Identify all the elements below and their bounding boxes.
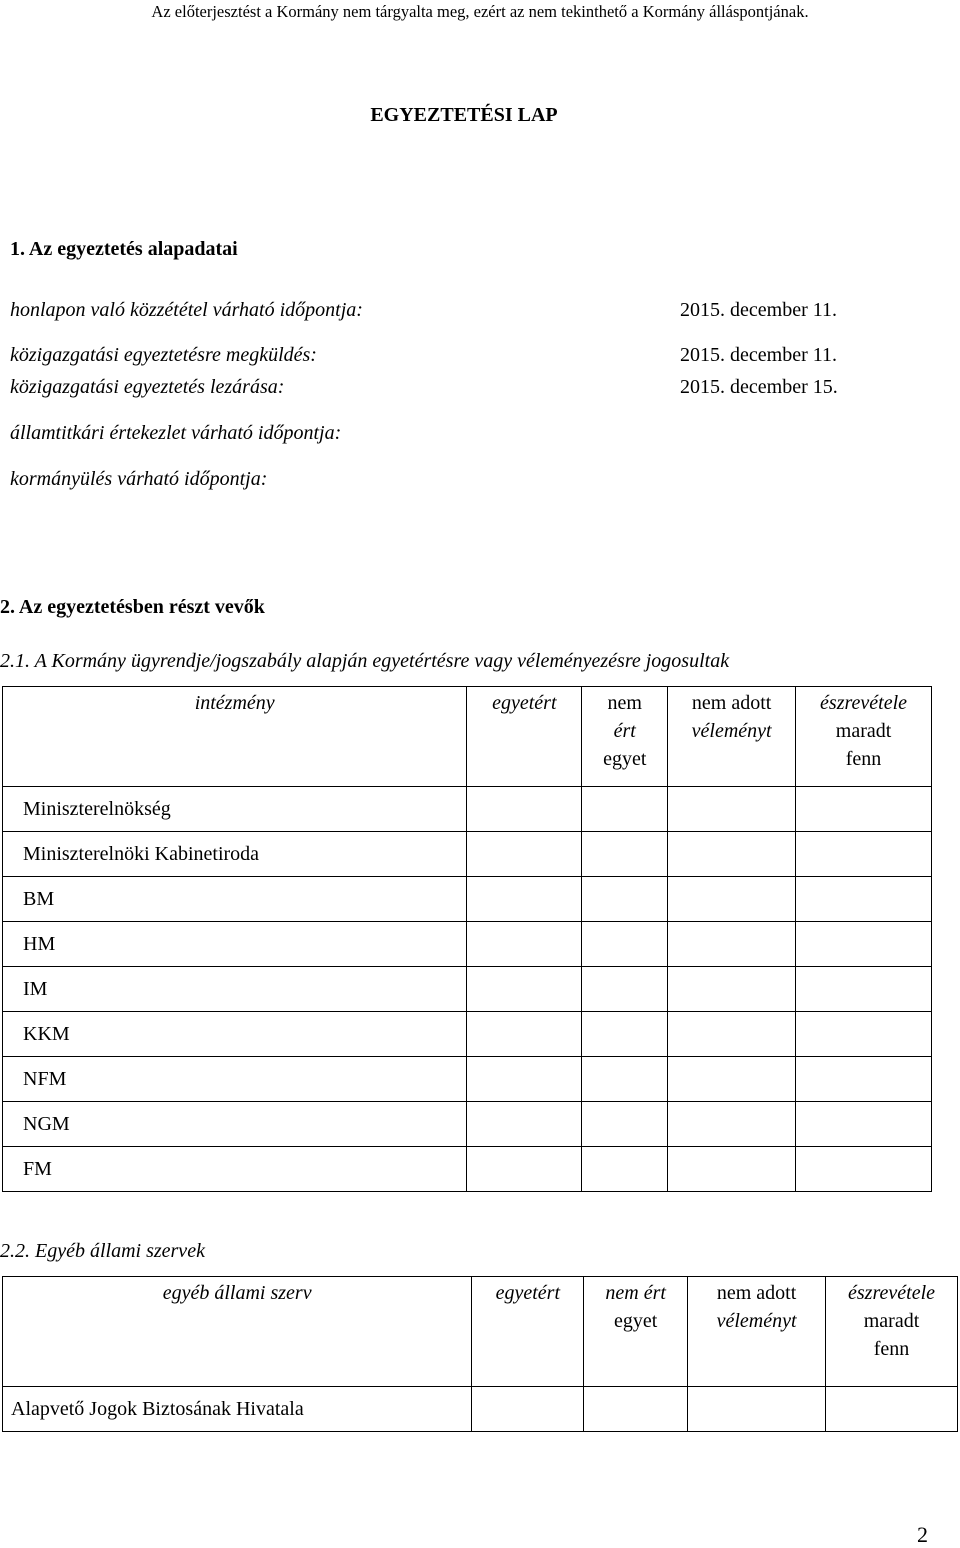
government-meeting-label: kormányülés várható időpontja: xyxy=(10,468,268,490)
institution-cell: IM xyxy=(3,967,467,1012)
table-row xyxy=(3,967,932,1012)
col-header-disagree: nem ért egyet xyxy=(584,1277,688,1387)
page-number: 2 xyxy=(917,1522,928,1547)
consultation-closed-value: 2015. december 15. xyxy=(680,376,838,398)
table-row xyxy=(3,1102,932,1147)
page-title: EGYEZTETÉSI LAP xyxy=(370,104,558,126)
institution-cell: BM xyxy=(3,877,467,922)
participants-header-row xyxy=(3,687,932,787)
participants-table xyxy=(2,686,932,1192)
header-disclaimer: Az előterjesztést a Kormány nem tárgyalta meg, ezért az nem tekinthető a Kormány álláspontjának. xyxy=(151,2,809,21)
institution-cell: Miniszterelnökség xyxy=(3,787,467,832)
table-row xyxy=(3,1387,958,1432)
section-1-heading: 1. Az egyeztetés alapadatai xyxy=(10,238,238,260)
table-row xyxy=(3,922,932,967)
col-header-no-opinion: nem adott véleményt xyxy=(668,687,796,787)
col-header-agree: egyetért xyxy=(472,1277,584,1387)
col-header-no-opinion: nem adott véleményt xyxy=(688,1277,826,1387)
publish-date-value: 2015. december 11. xyxy=(680,299,837,321)
table-row xyxy=(3,832,932,877)
table-row xyxy=(3,1057,932,1102)
col-header-remarks-remained: észrevétele maradt fenn xyxy=(826,1277,958,1387)
col-header-other-body: egyéb állami szerv xyxy=(3,1277,472,1387)
col-header-institution: intézmény xyxy=(3,687,467,787)
institution-cell: NFM xyxy=(3,1057,467,1102)
table-row xyxy=(3,787,932,832)
other-body-cell: Alapvető Jogok Biztosának Hivatala xyxy=(3,1387,472,1432)
section-2-2-heading: 2.2. Egyéb állami szervek xyxy=(0,1240,205,1262)
col-header-remarks-remained: észrevétele maradt fenn xyxy=(796,687,932,787)
institution-cell: NGM xyxy=(3,1102,467,1147)
institution-cell: KKM xyxy=(3,1012,467,1057)
publish-date-label: honlapon való közzététel várható időpontja: xyxy=(10,299,363,321)
col-header-disagree: nem ért egyet xyxy=(582,687,668,787)
institution-cell: Miniszterelnöki Kabinetiroda xyxy=(3,832,467,877)
institution-cell: FM xyxy=(3,1147,467,1192)
consultation-sent-label: közigazgatási egyeztetésre megküldés: xyxy=(10,344,317,366)
table-row xyxy=(3,1012,932,1057)
consultation-closed-label: közigazgatási egyeztetés lezárása: xyxy=(10,376,285,398)
table-row xyxy=(3,877,932,922)
institution-cell: HM xyxy=(3,922,467,967)
other-bodies-table xyxy=(2,1276,958,1432)
table-row xyxy=(3,1147,932,1192)
section-2-heading: 2. Az egyeztetésben részt vevők xyxy=(0,596,265,618)
consultation-sent-value: 2015. december 11. xyxy=(680,344,837,366)
state-secretary-meeting-label: államtitkári értekezlet várható időpontja: xyxy=(10,422,342,444)
section-2-1-heading: 2.1. A Kormány ügyrendje/jogszabály alapján egyetértésre vagy véleményezésre jogosultak xyxy=(0,650,730,672)
other-bodies-header-row xyxy=(3,1277,958,1387)
col-header-agree: egyetért xyxy=(467,687,582,787)
